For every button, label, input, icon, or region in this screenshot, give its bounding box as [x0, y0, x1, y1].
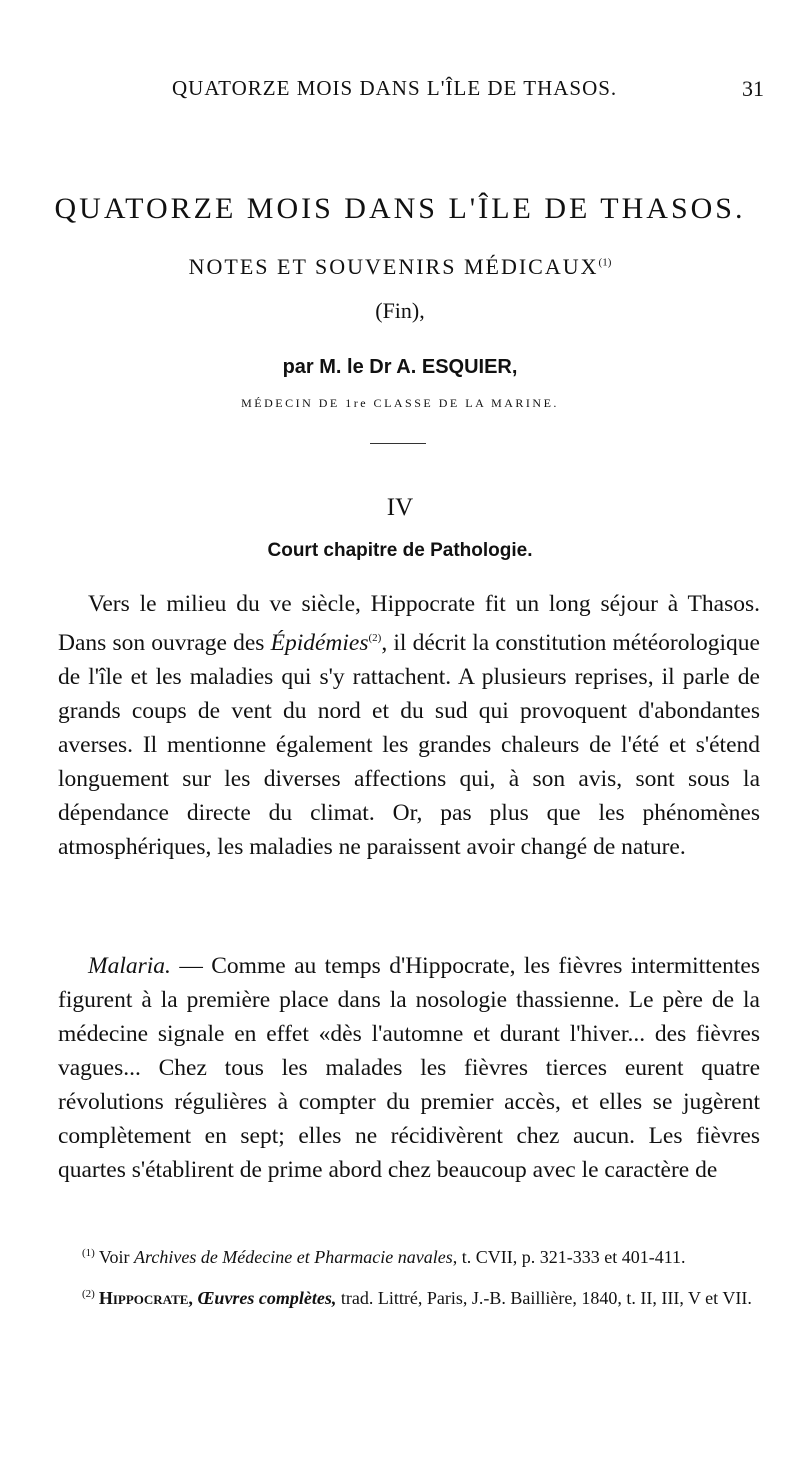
body-paragraph-2: [58, 949, 760, 1187]
page-number: 31: [742, 76, 764, 101]
subtitle-footnote-ref: (1): [598, 256, 612, 269]
footnote-1-tail: , t. CVII, p. 321-333 et 401-411.: [452, 1247, 686, 1267]
footnotes: [58, 1240, 760, 1322]
footnote-1-lead: Voir: [98, 1247, 135, 1267]
section-title: Court chapitre de Pathologie.: [267, 540, 533, 561]
article-fin: (Fin),: [375, 298, 425, 323]
paragraph-1-work-title: Épidémies: [270, 629, 369, 656]
body-paragraph-1: [58, 587, 760, 864]
article-subtitle: [0, 254, 800, 280]
footnote-2: [58, 1281, 760, 1312]
title-separator: [370, 443, 426, 444]
footnote-2-tail: trad. Littré, Paris, J.-B. Baillière, 1840, t. II, III, V et VII.: [336, 1288, 752, 1308]
paragraph-1-text-start: Vers le milieu du ve siècle, Hippocrate fit un long séjour à Thasos. Dans son ouvrage des: [58, 591, 760, 656]
section-number: IV: [386, 494, 414, 521]
paragraph-2-lead: Malaria.: [88, 953, 171, 979]
footnote-1-journal: Archives de Médecine et Pharmacie navales: [134, 1247, 453, 1267]
footnote-1-mark: (1): [82, 1247, 95, 1259]
article-title: QUATORZE MOIS DANS L'ÎLE DE THASOS.: [54, 192, 746, 225]
running-head-title: QUATORZE MOIS DANS L'ÎLE DE THASOS.: [172, 76, 618, 100]
footnote-2-work: Œuvres complètes,: [197, 1288, 337, 1308]
article-subtitle-text: NOTES ET SOUVENIRS MÉDICAUX: [188, 254, 599, 279]
paragraph-1-footnote-ref: (2): [368, 632, 382, 644]
footnote-2-author: Hippocrate,: [98, 1288, 193, 1308]
paragraph-1-text-end: , il décrit la constitution météorologique de l'île et les maladies qui s'y rattachent. A plusieurs reprises, il parle de grands coups de vent du nord et du sud qui provoquent d'abondantes averses. Il mentionne également les grandes chaleurs de l'été et s'étend longuement sur les diverses affections qui, à son avis, sont sous la dépendance directe du climat. Or, pas plus que les phénomènes atmosphériques, les maladies ne paraissent avoir changé de nature.: [58, 629, 760, 860]
article-affiliation: MÉDECIN DE 1re CLASSE DE LA MARINE.: [241, 396, 559, 410]
footnote-2-mark: (2): [82, 1288, 95, 1300]
article-author: par M. le Dr A. ESQUIER,: [282, 356, 518, 378]
paragraph-2-text: — Comme au temps d'Hippocrate, les fièvres intermittentes figurent à la première place dans la nosologie thassienne. Le père de la médecine signale en effet «dès l'automne et durant l'hiver... des fièvres vagues... Chez tous les malades les fièvres tierces eurent quatre révolutions régulières à compter du premier accès, et elles se jugèrent complètement en sept; elles ne récidivèrent chez aucun. Les fièvres quartes s'établirent de prime abord chez beaucoup avec le caractère de: [58, 953, 760, 1183]
running-head: [0, 76, 800, 108]
footnote-1: [58, 1240, 760, 1271]
